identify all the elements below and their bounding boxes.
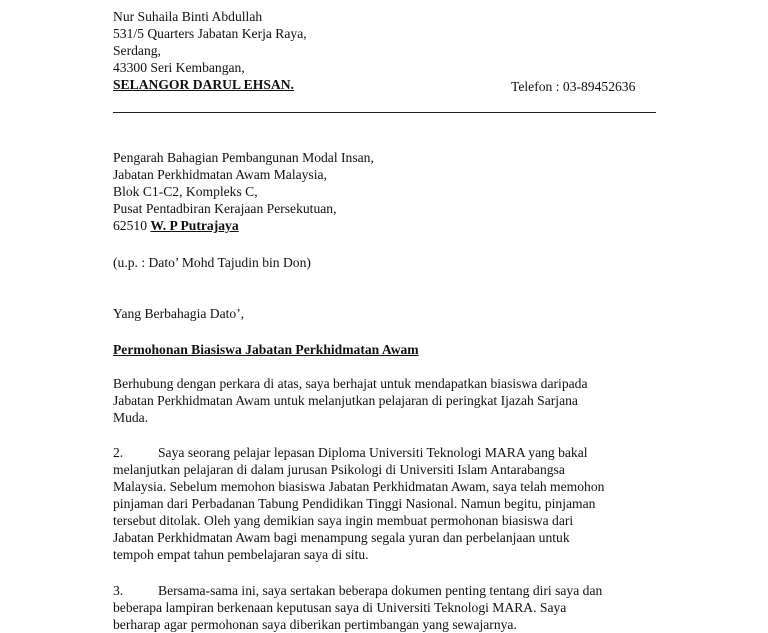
attention-text: (u.p. : Dato’ Mohd Tajudin bin Don) [113,255,311,270]
paragraph-1-line: Muda. [113,410,149,425]
paragraph-3-first-text: Bersama-sama ini, saya sertakan beberapa dokumen penting tentang diri saya dan [158,583,603,598]
sender-address-line-1: 531/5 Quarters Jabatan Kerja Raya, [113,26,307,41]
attention-line [113,254,658,271]
header-divider [113,112,656,113]
paragraph-2-line: tempoh empat tahun pembelajaran saya di situ. [113,547,369,562]
salutation-text: Yang Berbahagia Dato’, [113,306,245,321]
recipient-line-3: Blok C1-C2, Kompleks C, [113,184,258,199]
paragraph-1-line: Berhubung dengan perkara di atas, saya berhajat untuk mendapatkan biasiswa daripada [113,376,588,391]
paragraph-3-line: beberapa lampiran berkenaan keputusan saya di Universiti Teknologi MARA. Saya [113,600,567,615]
paragraph-2-line: Malaysia. Sebelum memohon biasiswa Jabatan Perkhidmatan Awam, saya telah memohon [113,479,605,494]
paragraph-2 [113,444,650,563]
paragraph-3-number: 3. [113,583,124,598]
recipient-city: W. P Putrajaya [150,218,239,233]
sender-address-line-2: Serdang, [113,43,161,58]
recipient-line-1: Pengarah Bahagian Pembangunan Modal Insan, [113,150,374,165]
sender-phone: Telefon : 03-89452636 [511,79,636,94]
paragraph-2-line: melanjutkan pelajaran di dalam jurusan Psikologi di Universiti Islam Antarabangsa [113,462,565,477]
recipient-address [113,149,658,234]
recipient-line-5 [113,217,658,234]
subject-text: Permohonan Biasiswa Jabatan Perkhidmatan Awam [113,342,419,357]
paragraph-3 [113,582,650,633]
sender-address-line-3: 43300 Seri Kembangan, [113,60,245,75]
paragraph-2-first-text: Saya seorang pelajar lepasan Diploma Universiti Teknologi MARA yang bakal [158,445,588,460]
paragraph-2-line: Jabatan Perkhidmatan Awam bagi menampung segala yuran dan perbelanjaan untuk [113,530,570,545]
sender-name: Nur Suhaila Binti Abdullah [113,9,263,24]
paragraph-3-line [113,582,650,599]
recipient-line-4: Pusat Pentadbiran Kerajaan Persekutuan, [113,201,337,216]
paragraph-1-line: Jabatan Perkhidmatan Awam untuk melanjutkan pelajaran di peringkat Ijazah Sarjana [113,393,578,408]
subject-line [113,341,658,358]
paragraph-2-number: 2. [113,445,124,460]
recipient-postcode: 62510 [113,218,147,233]
paragraph-2-line: tersebut ditolak. Oleh yang demikian saya ingin membuat permohonan biasiswa dari [113,513,574,528]
paragraph-1 [113,375,650,426]
recipient-line-2: Jabatan Perkhidmatan Awam Malaysia, [113,167,327,182]
paragraph-3-line: berharap agar permohonan saya diberikan pertimbangan yang sewajarnya. [113,617,517,632]
salutation [113,305,658,322]
paragraph-2-line: pinjaman dari Perbadanan Tabung Pendidikan Tinggi Nasional. Namun begitu, pinjaman [113,496,596,511]
sender-state: SELANGOR DARUL EHSAN. [113,77,294,92]
paragraph-2-line [113,444,650,461]
